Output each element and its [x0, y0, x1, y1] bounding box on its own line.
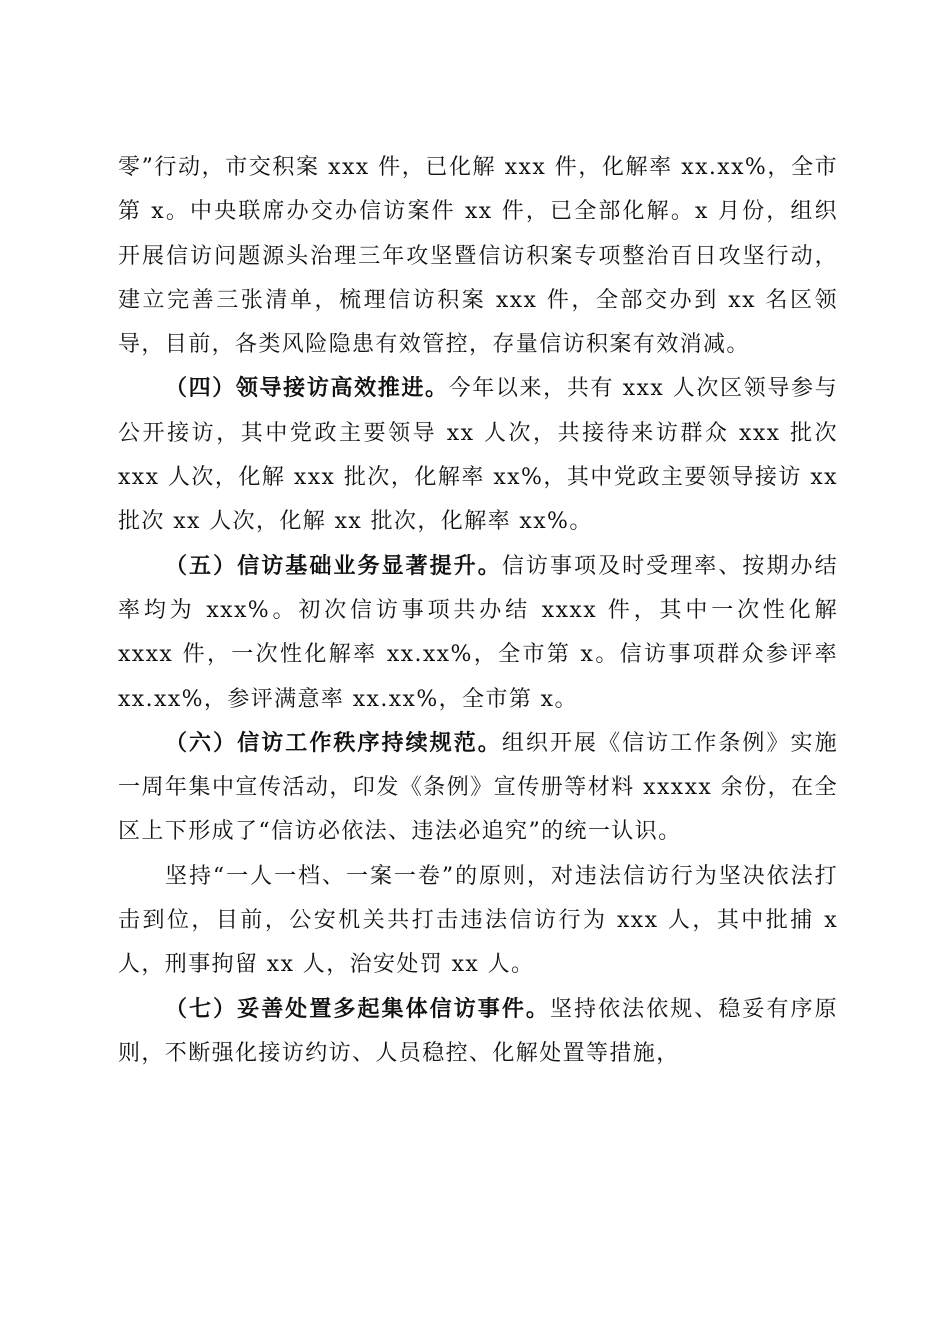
paragraph-text: 零”行动，市交积案 xxx 件，已化解 xxx 件，化解率 xx.xx%，全市第 x。中央联席办交办信访案件 xx 件，已全部化解。x 月份，组织开展信访问题源头治理三年攻坚暨信访积案专项整治百日攻坚行动，建立完善三张清单，梳理信访积案 xxx 件，全部交办到 xx 名区领导，目前，各类风险隐患有效管控，存量信访积案有效消减。	[118, 155, 838, 358]
paragraph-leader-reception	[118, 367, 838, 544]
paragraph-basic-business	[118, 545, 838, 722]
paragraph-enforcement	[118, 855, 838, 988]
paragraph-work-order	[118, 722, 838, 855]
section-heading: （七）妥善处置多起集体信访事件。	[165, 996, 550, 1022]
document-body	[118, 146, 838, 1076]
paragraph-text: 组织开展《信访工作条例》实施一周年集中宣传活动，印发《条例》宣传册等材料 xxxxx 余份，在全区上下形成了“信访必依法、违法必追究”的统一认识。	[118, 730, 838, 845]
paragraph-text: 坚持依法依规、稳妥有序原则，不断强化接访约访、人员稳控、化解处置等措施，	[118, 996, 838, 1066]
section-heading: （四）领导接访高效推进。	[165, 376, 449, 402]
paragraph-text: 今年以来，共有 xxx 人次区领导参与公开接访，其中党政主要领导 xx 人次，共接待来访群众 xxx 批次 xxx 人次，化解 xxx 批次，化解率 xx%，其中党政主要领导接访 xx 批次 xx 人次，化解 xx 批次，化解率 xx%。	[118, 376, 838, 535]
paragraph-continuation	[118, 146, 838, 367]
section-heading: （五）信访基础业务显著提升。	[165, 553, 502, 579]
paragraph-text: 信访事项及时受理率、按期办结率均为 xxx%。初次信访事项共办结 xxxx 件，其中一次性化解 xxxx 件，一次性化解率 xx.xx%，全市第 x。信访事项群众参评率 xx.xx%，参评满意率 xx.xx%，全市第 x。	[118, 553, 838, 712]
paragraph-collective-events	[118, 988, 838, 1077]
paragraph-text: 坚持“一人一档、一案一卷”的原则，对违法信访行为坚决依法打击到位，目前，公安机关共打击违法信访行为 xxx 人，其中批捕 x 人，刑事拘留 xx 人，治安处罚 xx 人。	[118, 863, 838, 978]
section-heading: （六）信访工作秩序持续规范。	[165, 730, 502, 756]
